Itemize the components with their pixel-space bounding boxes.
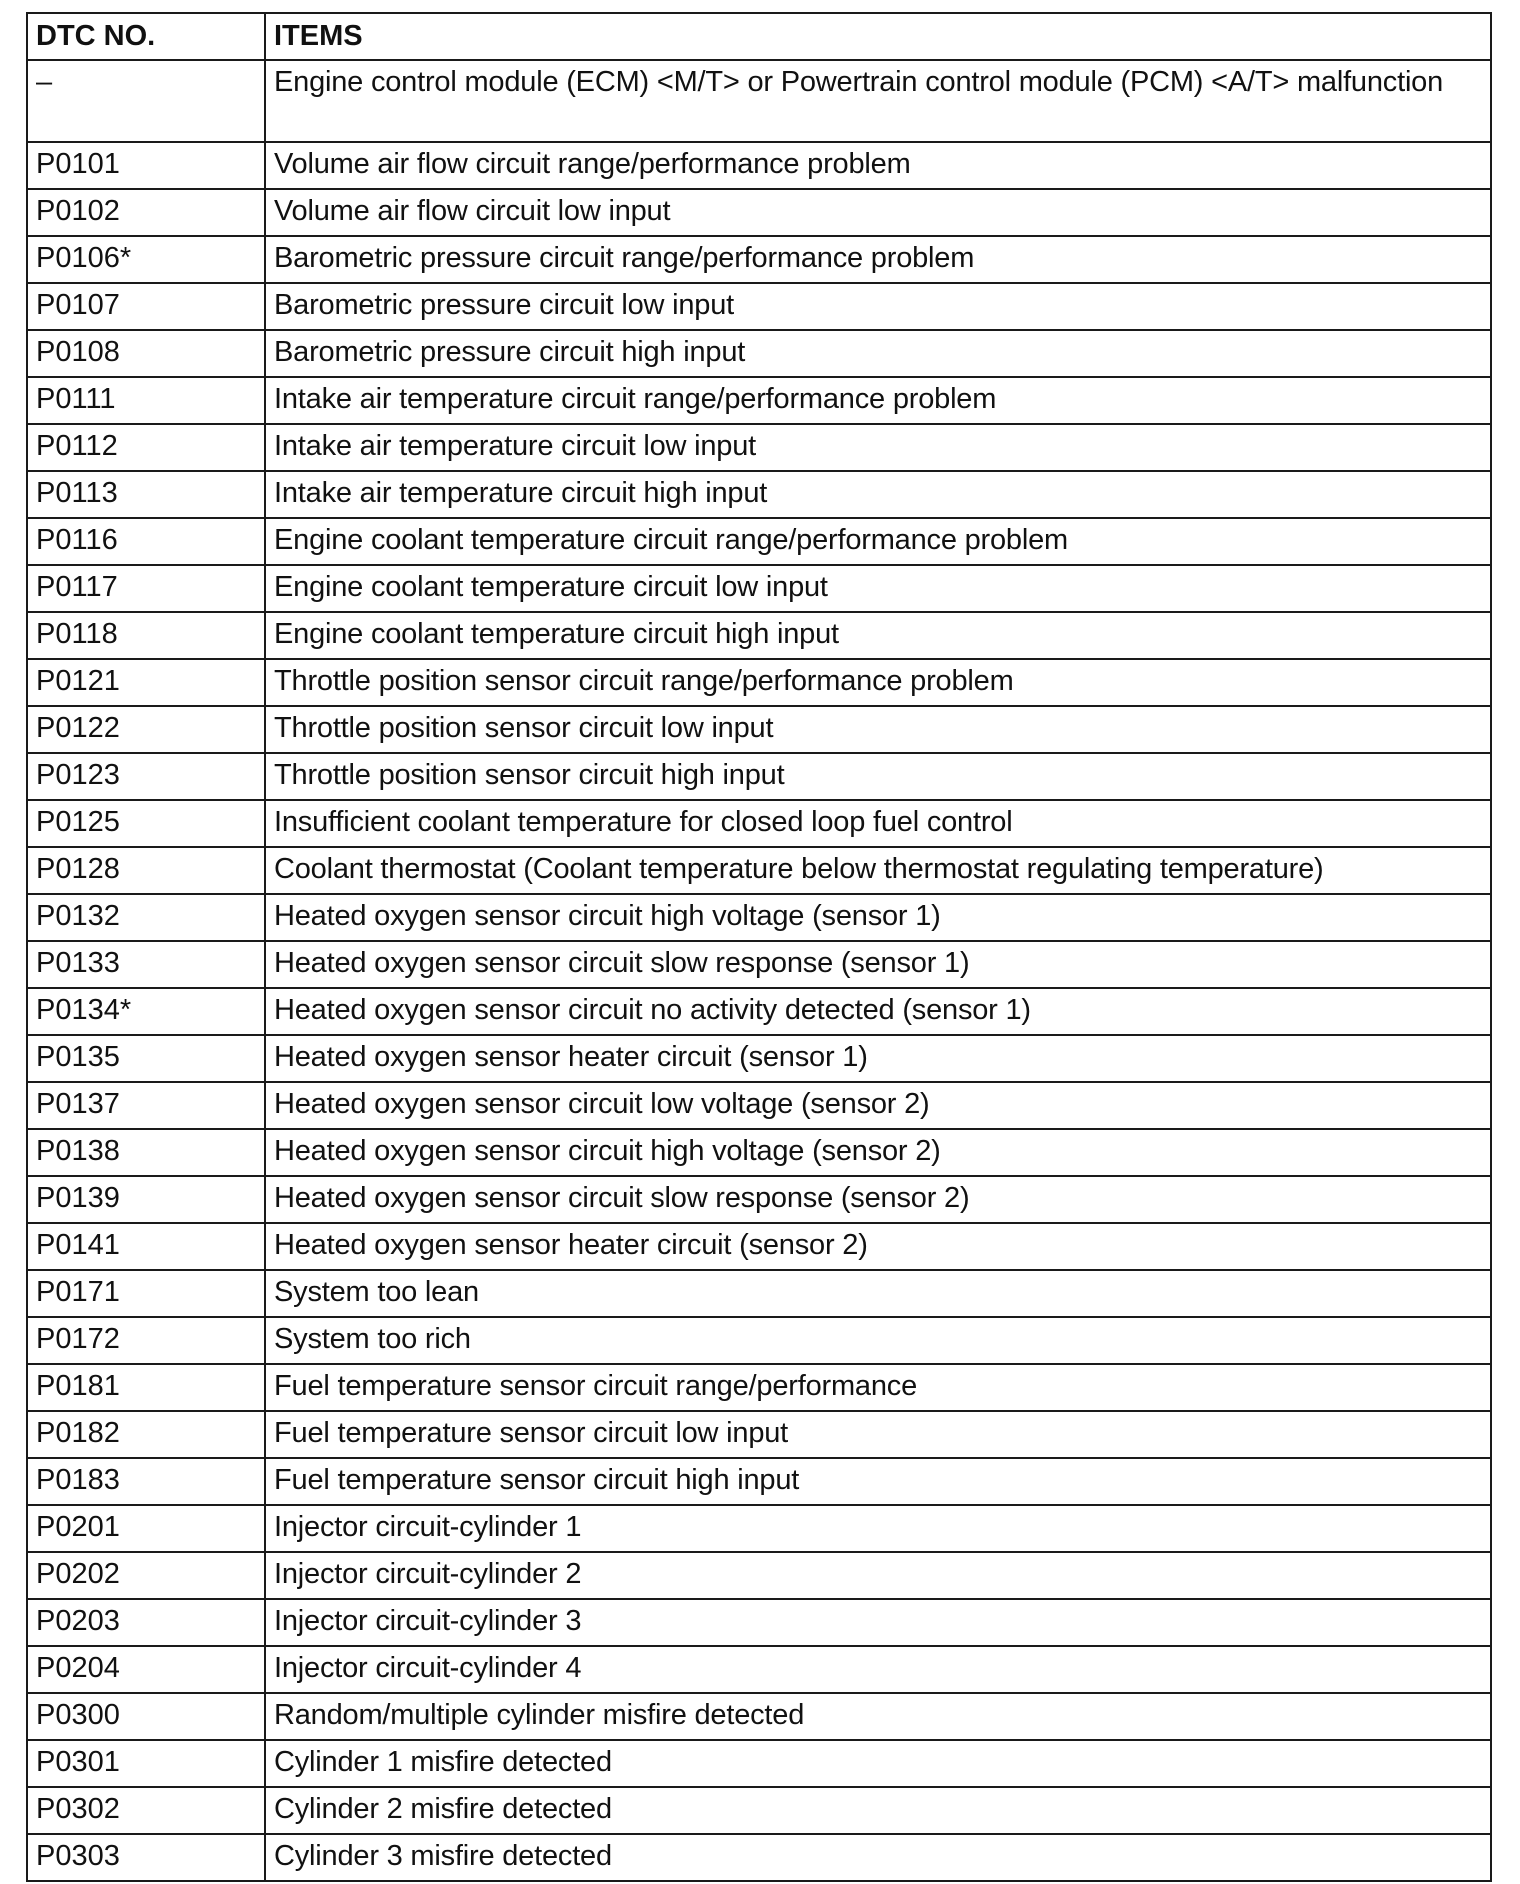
dtc-item-cell: Injector circuit-cylinder 2 (265, 1552, 1491, 1599)
dtc-code-cell: P0121 (27, 659, 265, 706)
dtc-item-cell: Volume air flow circuit range/performance problem (265, 142, 1491, 189)
dtc-item-cell: Volume air flow circuit low input (265, 189, 1491, 236)
dtc-code-cell: P0128 (27, 847, 265, 894)
dtc-code-cell: P0112 (27, 424, 265, 471)
table-row (27, 847, 1491, 894)
table-row (27, 424, 1491, 471)
dtc-item-cell: Fuel temperature sensor circuit low input (265, 1411, 1491, 1458)
dtc-code-cell: P0135 (27, 1035, 265, 1082)
header-items: ITEMS (265, 13, 1491, 60)
dtc-code-cell: P0106* (27, 236, 265, 283)
dtc-item-cell: Throttle position sensor circuit range/performance problem (265, 659, 1491, 706)
table-row (27, 941, 1491, 988)
table-row (27, 1411, 1491, 1458)
table-row (27, 1364, 1491, 1411)
dtc-code-cell: P0123 (27, 753, 265, 800)
dtc-code-cell: P0111 (27, 377, 265, 424)
dtc-item-cell: Injector circuit-cylinder 1 (265, 1505, 1491, 1552)
dtc-code-cell: P0300 (27, 1693, 265, 1740)
dtc-item-cell: Coolant thermostat (Coolant temperature below thermostat regulating temperature) (265, 847, 1491, 894)
dtc-item-cell: System too lean (265, 1270, 1491, 1317)
table-row (27, 753, 1491, 800)
header-dtc-no: DTC NO. (27, 13, 265, 60)
table-row (27, 1505, 1491, 1552)
dtc-item-cell: Heated oxygen sensor circuit slow response (sensor 1) (265, 941, 1491, 988)
dtc-item-cell: Engine control module (ECM) <M/T> or Powertrain control module (PCM) <A/T> malfunction (265, 60, 1491, 142)
table-row (27, 706, 1491, 753)
table-row (27, 1035, 1491, 1082)
table-row (27, 659, 1491, 706)
table-row (27, 60, 1491, 142)
dtc-code-cell: P0132 (27, 894, 265, 941)
dtc-code-cell: P0116 (27, 518, 265, 565)
dtc-code-cell: P0171 (27, 1270, 265, 1317)
dtc-item-cell: Barometric pressure circuit range/performance problem (265, 236, 1491, 283)
dtc-code-cell: P0302 (27, 1787, 265, 1834)
dtc-code-cell: P0108 (27, 330, 265, 377)
dtc-code-cell: P0122 (27, 706, 265, 753)
dtc-code-cell: P0125 (27, 800, 265, 847)
dtc-code-cell: P0101 (27, 142, 265, 189)
dtc-item-cell: Heated oxygen sensor circuit low voltage (sensor 2) (265, 1082, 1491, 1129)
table-row (27, 988, 1491, 1035)
table-row (27, 1552, 1491, 1599)
dtc-item-cell: Heated oxygen sensor circuit high voltage (sensor 1) (265, 894, 1491, 941)
table-row (27, 1646, 1491, 1693)
table-row (27, 377, 1491, 424)
table-row (27, 1176, 1491, 1223)
table-row (27, 1082, 1491, 1129)
dtc-code-cell: P0204 (27, 1646, 265, 1693)
dtc-code-cell: P0201 (27, 1505, 265, 1552)
dtc-code-cell: – (27, 60, 265, 142)
dtc-item-cell: Cylinder 2 misfire detected (265, 1787, 1491, 1834)
table-row (27, 1693, 1491, 1740)
table-row (27, 1599, 1491, 1646)
dtc-code-cell: P0303 (27, 1834, 265, 1881)
table-row (27, 565, 1491, 612)
dtc-code-cell: P0118 (27, 612, 265, 659)
table-row (27, 1223, 1491, 1270)
table-row (27, 189, 1491, 236)
dtc-code-cell: P0138 (27, 1129, 265, 1176)
dtc-item-cell: Intake air temperature circuit range/performance problem (265, 377, 1491, 424)
dtc-item-cell: Heated oxygen sensor circuit slow response (sensor 2) (265, 1176, 1491, 1223)
dtc-item-cell: Intake air temperature circuit low input (265, 424, 1491, 471)
dtc-code-cell: P0301 (27, 1740, 265, 1787)
table-row (27, 236, 1491, 283)
dtc-code-cell: P0107 (27, 283, 265, 330)
table-row (27, 1787, 1491, 1834)
dtc-item-cell: System too rich (265, 1317, 1491, 1364)
dtc-table (26, 12, 1492, 1882)
dtc-code-cell: P0172 (27, 1317, 265, 1364)
header-row (27, 13, 1491, 60)
dtc-item-cell: Engine coolant temperature circuit high input (265, 612, 1491, 659)
dtc-code-cell: P0137 (27, 1082, 265, 1129)
table-row (27, 1834, 1491, 1881)
table-row (27, 1458, 1491, 1505)
dtc-table-body (27, 60, 1491, 1881)
dtc-code-cell: P0183 (27, 1458, 265, 1505)
table-row (27, 142, 1491, 189)
dtc-item-cell: Injector circuit-cylinder 4 (265, 1646, 1491, 1693)
dtc-item-cell: Insufficient coolant temperature for closed loop fuel control (265, 800, 1491, 847)
dtc-item-cell: Random/multiple cylinder misfire detected (265, 1693, 1491, 1740)
dtc-item-cell: Heated oxygen sensor heater circuit (sensor 2) (265, 1223, 1491, 1270)
table-row (27, 800, 1491, 847)
dtc-item-cell: Heated oxygen sensor heater circuit (sensor 1) (265, 1035, 1491, 1082)
table-row (27, 1740, 1491, 1787)
dtc-code-cell: P0134* (27, 988, 265, 1035)
dtc-code-cell: P0141 (27, 1223, 265, 1270)
dtc-code-cell: P0102 (27, 189, 265, 236)
table-row (27, 283, 1491, 330)
dtc-item-cell: Engine coolant temperature circuit low input (265, 565, 1491, 612)
dtc-table-header (27, 13, 1491, 60)
dtc-code-cell: P0117 (27, 565, 265, 612)
table-row (27, 612, 1491, 659)
dtc-item-cell: Cylinder 1 misfire detected (265, 1740, 1491, 1787)
table-row (27, 1270, 1491, 1317)
dtc-code-cell: P0181 (27, 1364, 265, 1411)
table-row (27, 330, 1491, 377)
dtc-item-cell: Engine coolant temperature circuit range/performance problem (265, 518, 1491, 565)
dtc-item-cell: Fuel temperature sensor circuit range/performance (265, 1364, 1491, 1411)
dtc-item-cell: Heated oxygen sensor circuit high voltage (sensor 2) (265, 1129, 1491, 1176)
dtc-item-cell: Throttle position sensor circuit low input (265, 706, 1491, 753)
dtc-item-cell: Fuel temperature sensor circuit high input (265, 1458, 1491, 1505)
dtc-item-cell: Throttle position sensor circuit high input (265, 753, 1491, 800)
dtc-item-cell: Heated oxygen sensor circuit no activity detected (sensor 1) (265, 988, 1491, 1035)
dtc-code-cell: P0202 (27, 1552, 265, 1599)
table-row (27, 518, 1491, 565)
table-row (27, 894, 1491, 941)
dtc-item-cell: Cylinder 3 misfire detected (265, 1834, 1491, 1881)
table-row (27, 471, 1491, 518)
table-row (27, 1129, 1491, 1176)
dtc-item-cell: Barometric pressure circuit low input (265, 283, 1491, 330)
dtc-code-cell: P0182 (27, 1411, 265, 1458)
dtc-code-cell: P0139 (27, 1176, 265, 1223)
dtc-item-cell: Barometric pressure circuit high input (265, 330, 1491, 377)
dtc-code-cell: P0203 (27, 1599, 265, 1646)
dtc-item-cell: Intake air temperature circuit high input (265, 471, 1491, 518)
dtc-item-cell: Injector circuit-cylinder 3 (265, 1599, 1491, 1646)
dtc-code-cell: P0113 (27, 471, 265, 518)
table-row (27, 1317, 1491, 1364)
dtc-code-cell: P0133 (27, 941, 265, 988)
